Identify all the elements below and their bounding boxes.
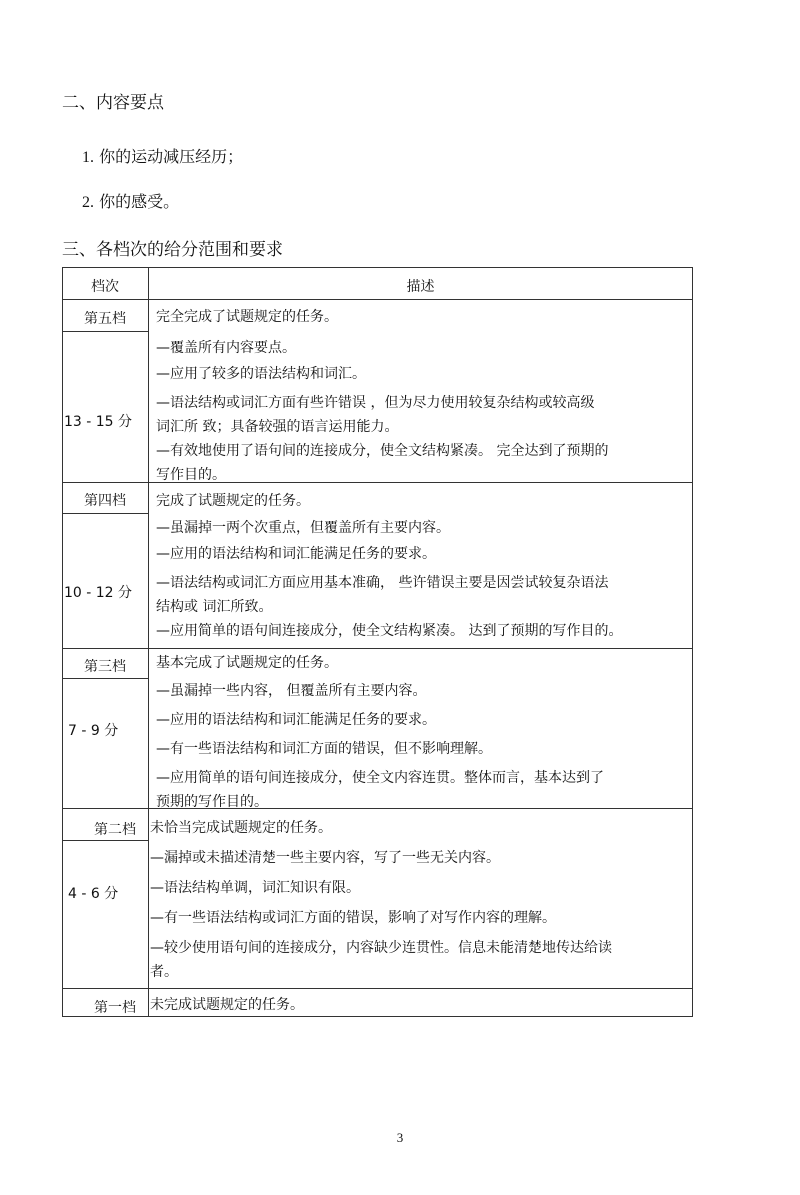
score-range: 4 - 6 分 xyxy=(68,886,119,902)
description-summary: 完全完成了试题规定的任务。 xyxy=(156,309,338,325)
score-range: 7 - 9 分 xyxy=(68,723,119,739)
header-level: 档次 xyxy=(91,279,119,295)
level-cell-line xyxy=(62,331,148,332)
description-line: —语法结构或词汇方面有些许错误 ，但为尽力使用较复杂结构或较高级 xyxy=(156,395,595,411)
content-point-text: 你的运动减压经历； xyxy=(99,147,244,166)
level-cell-line xyxy=(62,678,148,679)
description-line: —较少使用语句间的连接成分，内容缺少连贯性。信息未能清楚地传达给读 xyxy=(150,940,612,956)
description-line: 结构或 词汇所致。 xyxy=(156,599,273,615)
content-point-number: 2. xyxy=(82,194,94,211)
level-description xyxy=(156,305,688,487)
description-line: —应用简单的语句间连接成分，使全文结构紧凑。 达到了预期的写作目的。 xyxy=(156,623,623,639)
level-description xyxy=(150,816,682,984)
header-description: 描述 xyxy=(406,279,435,295)
level-label: 第四档 xyxy=(84,493,126,509)
level-description xyxy=(150,993,682,1017)
description-line: —应用的语法结构和词汇能满足任务的要求。 xyxy=(156,546,436,562)
content-point-number: 1. xyxy=(82,149,94,166)
score-range: 10 - 12 分 xyxy=(64,585,133,601)
level-cell-line xyxy=(62,513,148,514)
content-point-1 xyxy=(82,144,243,167)
row-line xyxy=(62,988,693,989)
description-summary: 基本完成了试题规定的任务。 xyxy=(156,655,338,671)
score-range: 13 - 15 分 xyxy=(64,414,133,430)
description-line: 写作目的。 xyxy=(156,467,226,483)
description-line: —覆盖所有内容要点。 xyxy=(156,340,296,356)
level-label: 第一档 xyxy=(94,1000,136,1016)
level-label: 第五档 xyxy=(84,311,126,327)
level-label: 第二档 xyxy=(94,822,136,838)
level-cell-line xyxy=(62,840,148,841)
row-line xyxy=(62,648,693,649)
content-point-2 xyxy=(82,189,179,212)
description-summary: 完成了试题规定的任务。 xyxy=(156,493,310,509)
level-description xyxy=(156,651,688,814)
header-row-line xyxy=(62,299,693,300)
description-line: 词汇所 致；具备较强的语言运用能力。 xyxy=(156,419,399,435)
content-point-text: 你的感受。 xyxy=(99,192,180,211)
description-line: —语法结构或词汇方面应用基本准确， 些许错误主要是因尝试较复杂语法 xyxy=(156,575,609,591)
level-label: 第三档 xyxy=(84,659,126,675)
description-line: —应用简单的语句间连接成分，使全文内容连贯。整体而言，基本达到了 xyxy=(156,770,604,786)
description-line: —有一些语法结构或词汇方面的错误，影响了对写作内容的理解。 xyxy=(150,910,556,926)
description-summary: 未完成试题规定的任务。 xyxy=(150,997,304,1013)
description-line: 预期的写作目的。 xyxy=(156,794,268,810)
description-line: —虽漏掉一些内容， 但覆盖所有主要内容。 xyxy=(156,683,427,699)
column-divider xyxy=(148,267,149,1017)
description-line: —应用的语法结构和词汇能满足任务的要求。 xyxy=(156,712,436,728)
description-line: —虽漏掉一两个次重点，但覆盖所有主要内容。 xyxy=(156,520,450,536)
description-summary: 未恰当完成试题规定的任务。 xyxy=(150,820,332,836)
page-number: 3 xyxy=(396,1130,404,1145)
section-heading-content-points: 二、内容要点 xyxy=(62,93,164,113)
section-heading-scoring: 三、各档次的给分范围和要求 xyxy=(62,240,283,260)
description-line: 者。 xyxy=(150,964,178,980)
description-line: —应用了较多的语法结构和词汇。 xyxy=(156,366,366,382)
description-line: —有一些语法结构和词汇方面的错误，但不影响理解。 xyxy=(156,741,492,757)
description-line: —漏掉或未描述清楚一些主要内容，写了一些无关内容。 xyxy=(150,850,500,866)
description-line: —有效地使用了语句间的连接成分，使全文结构紧凑。 完全达到了预期的 xyxy=(156,443,609,459)
description-line: —语法结构单调，词汇知识有限。 xyxy=(150,880,360,896)
level-description xyxy=(156,489,688,643)
